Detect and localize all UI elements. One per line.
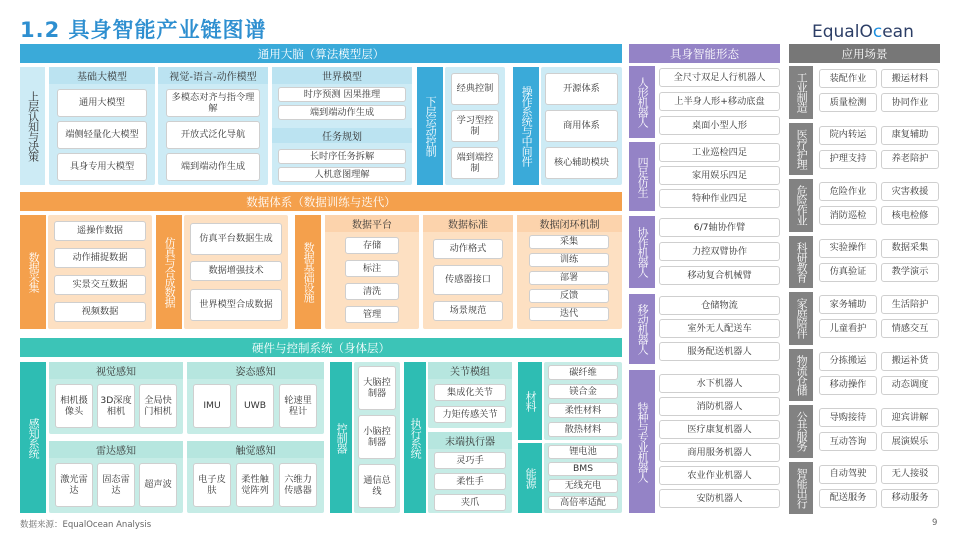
scene-item: 生活陪护 [881,295,939,314]
basic-model-item: 具身专用大模型 [57,153,147,181]
vision-item: 全局快门相机 [139,384,177,428]
general-model-header: 通用大脑（算法模型层） [20,44,622,63]
joint-module-title: 关节模组 [428,362,512,379]
lower-control-item: 经典控制 [451,73,499,105]
radar-item: 超声波 [139,463,177,507]
scene-item: 无人接驳 [881,465,939,484]
material-item: 散热材料 [548,422,618,437]
world-model-item: 端到端动作生成 [278,105,406,120]
scene-item: 分拣搬运 [819,352,877,371]
lower-control-category: 下层运动控制 [417,67,443,185]
data-platform-item: 清洗 [345,283,399,300]
basic-model-title: 基础大模型 [49,67,155,84]
scene-item: 儿童看护 [819,319,877,338]
touch-title: 触觉感知 [187,441,324,458]
simulation-data-item: 仿真平台数据生成 [190,223,282,255]
controller-item: 通信总线 [358,464,396,508]
form-item: 工业巡检四足 [659,143,780,162]
scene-item: 动态调度 [881,376,939,395]
form-item: 商用服务机器人 [659,443,780,462]
data-platform-title: 数据平台 [325,215,419,232]
os-middleware-category: 操作系统与中间件 [513,67,539,185]
vision-title: 视觉感知 [49,362,183,379]
scene-category: 智能出行 [789,462,813,515]
form-item: 上半身人形+移动底盘 [659,92,780,111]
data-source-note: 数据来源：EqualOcean Analysis [20,520,152,530]
touch-group [187,441,324,513]
world-model-group [272,67,412,185]
material-item: 柔性材料 [548,403,618,418]
vla-model-title: 视觉-语言-动作模型 [158,67,268,84]
data-loop-item: 训练 [529,253,609,267]
form-item: 消防机器人 [659,397,780,416]
energy-item: 高倍率适配 [548,496,618,510]
data-collection-item: 遥操作数据 [54,221,146,241]
end-effector-title: 末端执行器 [428,432,512,449]
vision-group [49,362,183,434]
energy-group [544,443,622,513]
data-standard-title: 数据标准 [423,215,513,232]
world-model-item: 时序预测 因果推理 [278,87,406,102]
energy-item: 锂电池 [548,445,618,459]
lower-control-item: 端到端控制 [451,147,499,179]
material-item: 碳纤维 [548,365,618,380]
data-loop-item: 采集 [529,235,609,249]
scene-category: 工业制造 [789,66,813,119]
energy-item: 无线充电 [548,479,618,493]
pose-item: 轮速里程计 [279,384,317,428]
touch-item: 电子皮肤 [193,463,231,507]
hardware-header: 硬件与控制系统（身体层） [20,338,622,357]
scene-item: 数据采集 [881,239,939,258]
form-item: 桌面小型人形 [659,116,780,135]
basic-model-group [49,67,155,185]
scene-category: 医疗护理 [789,123,813,176]
scene-category: 公共服务 [789,405,813,458]
form-item: 仓储物流 [659,296,780,315]
vision-item: 相机摄像头 [55,384,93,428]
scene-item: 移动服务 [881,489,939,508]
company-logo: EqualOcean [812,22,914,42]
scene-item: 迎宾讲解 [881,408,939,427]
data-collection-group [48,215,152,329]
scene-item: 护理支持 [819,150,877,169]
actuation-category: 执行系统 [404,362,426,513]
touch-item: 六维力传感器 [279,463,317,507]
form-item: 水下机器人 [659,374,780,393]
energy-item: BMS [548,462,618,476]
material-category: 材料 [518,362,542,440]
os-middleware-group [541,67,622,185]
end-effector-item: 柔性手 [434,473,506,490]
scene-item: 家务辅助 [819,295,877,314]
scene-item: 质量检测 [819,93,877,112]
scene-item: 搬运材料 [881,69,939,88]
radar-item: 激光雷达 [55,463,93,507]
joint-module-group [428,362,512,428]
scene-item: 仿真验证 [819,263,877,282]
controller-category: 控制器 [330,362,352,513]
joint-module-item: 力矩传感关节 [434,406,506,423]
scene-item: 危险作业 [819,182,877,201]
scene-item: 院内转运 [819,126,877,145]
world-model-title: 世界模型 [272,67,412,84]
data-loop-item: 反馈 [529,289,609,303]
end-effector-item: 灵巧手 [434,452,506,469]
scene-item: 消防巡检 [819,206,877,225]
pose-item: IMU [193,384,231,428]
data-loop-item: 部署 [529,271,609,285]
data-collection-item: 视频数据 [54,302,146,322]
data-platform-item: 管理 [345,306,399,323]
form-item: 服务配送机器人 [659,342,780,361]
vla-model-item: 开放式泛化导航 [166,121,260,149]
os-middleware-item: 商用体系 [545,110,618,142]
form-category: 移动机器人 [629,294,655,364]
form-item: 移动复合机械臂 [659,266,780,285]
radar-group [49,441,183,513]
simulation-data-item: 数据增强技术 [190,261,282,281]
energy-category: 能源 [518,443,542,513]
data-collection-category: 数据采集 [20,215,46,329]
controller-item: 大脑控制器 [358,366,396,410]
pose-title: 姿态感知 [187,362,324,379]
simulation-data-category: 仿真与合成数据 [156,215,182,329]
material-item: 镁合金 [548,384,618,399]
form-item: 6/7轴协作臂 [659,218,780,237]
controller-group [354,362,400,513]
form-category: 四足仿生 [629,142,655,211]
form-item: 农业作业机器人 [659,466,780,485]
scene-item: 互动答询 [819,432,877,451]
material-group [544,362,622,440]
os-middleware-item: 开源体系 [545,73,618,105]
lower-control-item: 学习型控制 [451,110,499,142]
scene-item: 情感交互 [881,319,939,338]
scene-item: 康复辅助 [881,126,939,145]
basic-model-item: 端侧轻量化大模型 [57,121,147,149]
scene-item: 配送服务 [819,489,877,508]
data-collection-item: 动作捕捉数据 [54,248,146,268]
data-system-header: 数据体系（数据训练与迭代） [20,192,622,211]
scene-item: 协同作业 [881,93,939,112]
form-category: 协作机器人 [629,216,655,288]
form-item: 全尺寸双足人行机器人 [659,68,780,87]
scene-item: 装配作业 [819,69,877,88]
basic-model-item: 通用大模型 [57,89,147,117]
scene-category: 危险作业 [789,179,813,232]
lower-control-group [445,67,505,185]
form-category: 特种与专业机器人 [629,370,655,513]
simulation-data-group [184,215,288,329]
scene-item: 养老陪护 [881,150,939,169]
vision-item: 3D深度相机 [97,384,135,428]
task-planning-item: 人机意图理解 [278,167,406,182]
data-platform-item: 标注 [345,260,399,277]
data-loop-group [517,215,622,329]
vla-model-item: 多模态对齐与指令理解 [166,89,260,117]
pose-item: UWB [236,384,274,428]
scene-category: 物流仓储 [789,349,813,402]
data-loop-item: 迭代 [529,307,609,321]
vla-model-item: 端到端动作生成 [166,153,260,181]
scene-item: 教学演示 [881,263,939,282]
data-standard-item: 传感器接口 [433,265,503,295]
vla-model-group [158,67,268,185]
data-infrastructure-category: 数据基础设施 [295,215,321,329]
scene-item: 展演娱乐 [881,432,939,451]
data-platform-group [325,215,419,329]
data-collection-item: 实景交互数据 [54,275,146,295]
scene-category: 家庭陪伴 [789,292,813,345]
os-middleware-item: 核心辅助模块 [545,147,618,179]
scene-item: 移动操作 [819,376,877,395]
data-standard-group [423,215,513,329]
pose-group [187,362,324,434]
page-title: 1.2 具身智能产业链图谱 [20,18,267,42]
joint-module-item: 集成化关节 [434,384,506,401]
radar-item: 固态雷达 [97,463,135,507]
data-standard-item: 动作格式 [433,239,503,259]
scene-item: 导购接待 [819,408,877,427]
perception-category: 感知系统 [20,362,46,513]
form-category: 人形机器人 [629,66,655,138]
radar-title: 雷达感知 [49,441,183,458]
data-standard-item: 场景规范 [433,301,503,321]
upper-cognition-category: 上层认知与决策 [20,67,45,185]
data-loop-title: 数据闭环机制 [517,215,622,232]
form-item: 力控双臂协作 [659,242,780,261]
form-item: 家用娱乐四足 [659,166,780,185]
application-scenes-header: 应用场景 [789,44,940,63]
task-planning-item: 长时序任务拆解 [278,149,406,164]
touch-item: 柔性触觉阵列 [236,463,274,507]
end-effector-group [428,432,512,513]
form-item: 室外无人配送车 [659,319,780,338]
form-item: 安防机器人 [659,489,780,508]
form-item: 医疗康复机器人 [659,420,780,439]
form-item: 特种作业四足 [659,189,780,208]
embodied-forms-header: 具身智能形态 [629,44,780,63]
scene-category: 科研教育 [789,236,813,289]
controller-item: 小脑控制器 [358,415,396,459]
scene-item: 搬运补货 [881,352,939,371]
scene-item: 自动驾驶 [819,465,877,484]
data-platform-item: 存储 [345,237,399,254]
scene-item: 核电检修 [881,206,939,225]
task-planning-title: 任务规划 [272,128,412,143]
scene-item: 灾害救援 [881,182,939,201]
simulation-data-item: 世界模型合成数据 [190,289,282,321]
page-number: 9 [932,518,938,528]
scene-item: 实验操作 [819,239,877,258]
end-effector-item: 夹爪 [434,494,506,511]
